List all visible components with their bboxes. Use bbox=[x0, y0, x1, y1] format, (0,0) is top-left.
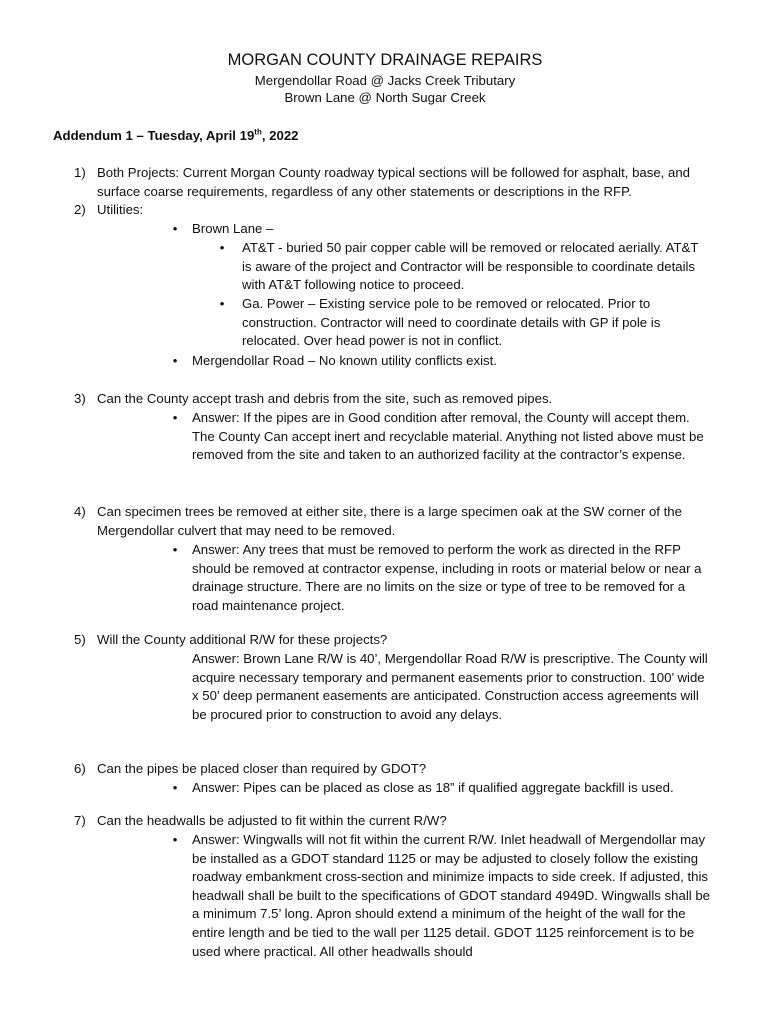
item-answer-5: Answer: Brown Lane R/W is 40’, Mergendollar Road R/W is prescriptive. The County will acquire necessary temporary and permanent easements prior to construction. 100’ wide x 50’ deep permanent easements are anticipated. Construction access agreements will be procured prior to construction to avoid any delays. bbox=[192, 651, 708, 722]
item-number-3: 3) bbox=[74, 391, 86, 406]
item-number-4: 4) bbox=[74, 504, 86, 519]
bullet-icon: • bbox=[172, 832, 178, 847]
bullet-icon: • bbox=[219, 296, 225, 311]
utility-brown-lane: Brown Lane – bbox=[192, 221, 274, 236]
utility-ga-power: Ga. Power – Existing service pole to be removed or relocated. Prior to construction. Contractor will need to coordinate details with GP if pole is relocated. Over head power is not in conflict. bbox=[242, 296, 661, 349]
item-question-1: Both Projects: Current Morgan County roadway typical sections will be followed for asphalt, base, and surface coarse requirements, regardless of any other statements or descriptions in the RFP. bbox=[97, 165, 691, 199]
item-number-6: 6) bbox=[74, 761, 86, 776]
document-title: MORGAN COUNTY DRAINAGE REPAIRS bbox=[227, 51, 543, 69]
item-answer-7: Answer: Wingwalls will not fit within the current R/W. Inlet headwall of Mergendollar may be installed as a GDOT standard 1125 or may be adjusted to closely follow the existing roadway embankment cross-section and minimize impacts to side creek. If adjusted, this headwall shall be built to the specifications of GDOT standard 4949D. Wingwalls shall be a minimum 7.5’ long. Apron should extend a minimum of the height of the wall for the entire length and be tied to the wall per 1125 detail. GDOT 1125 reinforcement is to be used where practical. All other headwalls should bbox=[192, 832, 711, 959]
project-location-2: Brown Lane @ North Sugar Creek bbox=[284, 90, 486, 105]
item-number-5: 5) bbox=[74, 632, 86, 647]
item-question-5: Will the County additional R/W for these projects? bbox=[97, 632, 388, 647]
item-number-7: 7) bbox=[74, 813, 86, 828]
item-answer-6: Answer: Pipes can be placed as close as 18” if qualified aggregate backfill is used. bbox=[192, 780, 674, 795]
bullet-icon: • bbox=[172, 542, 178, 557]
item-question-4: Can specimen trees be removed at either site, there is a large specimen oak at the SW corner of the Mergendollar culvert that may need to be removed. bbox=[97, 504, 682, 538]
item-question-7: Can the headwalls be adjusted to fit within the current R/W? bbox=[97, 813, 447, 828]
bullet-icon: • bbox=[172, 353, 178, 368]
bullet-icon: • bbox=[172, 221, 178, 236]
item-number-1: 1) bbox=[74, 165, 86, 180]
item-answer-4: Answer: Any trees that must be removed to perform the work as directed in the RFP should be removed at contractor expense, including in roots or material below or near a drainage structure. There are no limits on the size or type of tree to be removed for a road maintenance project. bbox=[192, 542, 702, 613]
addendum-heading: Addendum 1 – Tuesday, April 19th, 2022 bbox=[53, 127, 299, 143]
utility-att: AT&T - buried 50 pair copper cable will be removed or relocated aerially. AT&T is aware of the project and Contractor will be responsible to coordinate details with AT&T following notice to proceed. bbox=[242, 240, 699, 293]
bullet-icon: • bbox=[172, 410, 178, 425]
item-question-6: Can the pipes be placed closer than required by GDOT? bbox=[97, 761, 427, 776]
utility-mergendollar: Mergendollar Road – No known utility conflicts exist. bbox=[192, 353, 497, 368]
bullet-icon: • bbox=[219, 240, 225, 255]
item-question-3: Can the County accept trash and debris from the site, such as removed pipes. bbox=[97, 391, 553, 406]
bullet-icon: • bbox=[172, 780, 178, 795]
project-location-1: Mergendollar Road @ Jacks Creek Tributary bbox=[254, 73, 516, 88]
item-number-2: 2) bbox=[74, 202, 86, 217]
item-question-2: Utilities: bbox=[97, 202, 144, 217]
item-answer-3: Answer: If the pipes are in Good condition after removal, the County will accept them. The County Can accept inert and recyclable material. Anything not listed above must be removed from the site and taken to an authorized facility at the contractor’s expense. bbox=[192, 410, 704, 463]
